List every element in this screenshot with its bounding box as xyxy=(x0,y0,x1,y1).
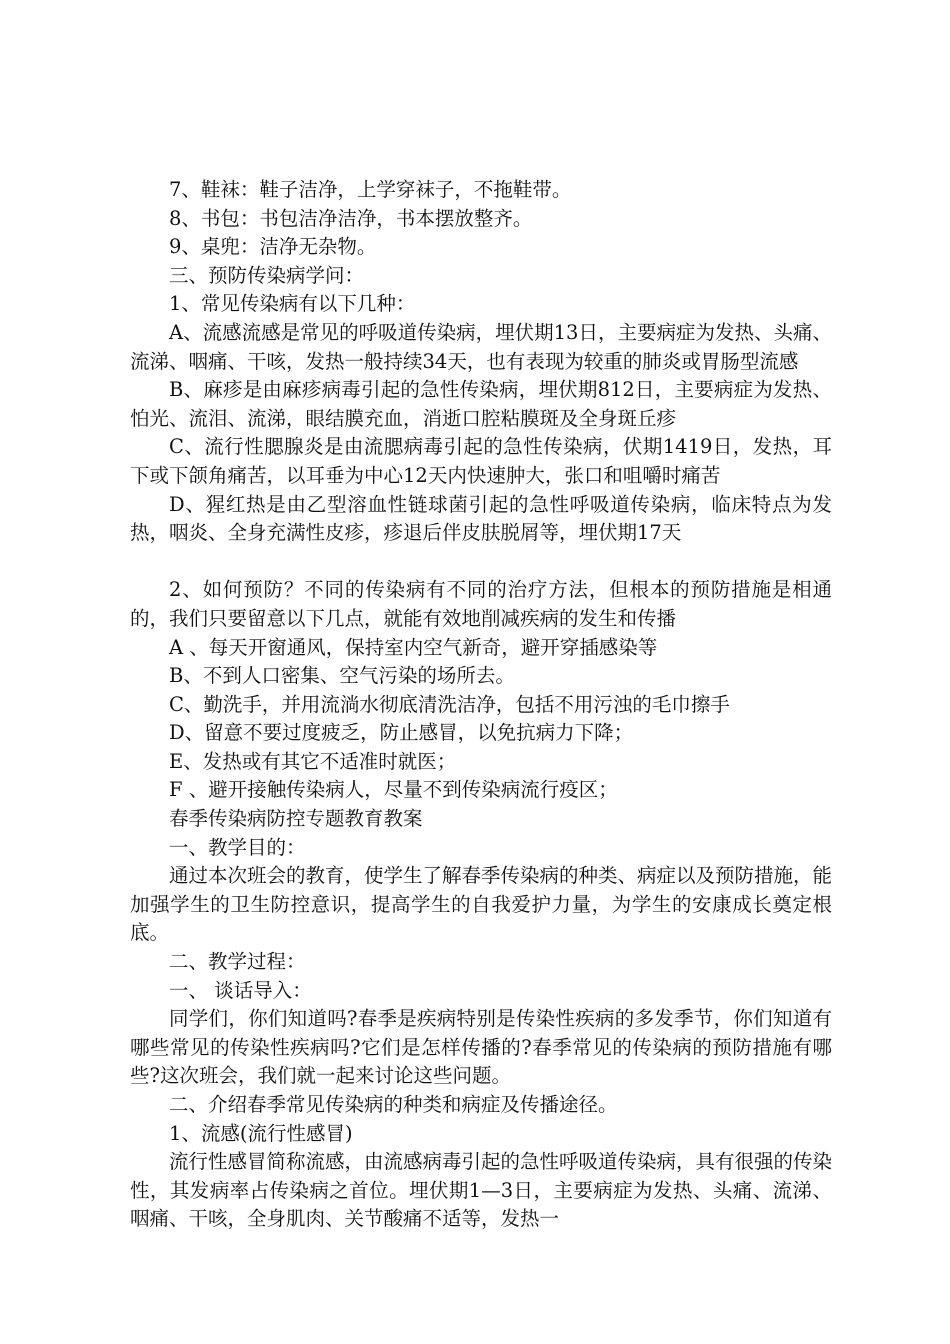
blank-line xyxy=(130,548,832,577)
paragraph-mumps: C、流行性腮腺炎是由流腮病毒引起的急性传染病，伏期1419日，发热，耳下或下颌角痛苦，以耳垂为中心12天内快速肿大，张口和咀嚼时痛苦 xyxy=(130,435,832,487)
prevention-item-a: A 、每天开窗通风，保持室内空气新奇，避开穿插感染等 xyxy=(169,635,658,659)
prevention-item-e: E、发热或有其它不适准时就医； xyxy=(169,749,457,773)
subheading-how-to-prevent: 2、如何预防？不同的传染病有不同的治疗方法，但根本的预防措施是相通的，我们只要留意以下几点，就能有效地削减疾病的发生和传播 xyxy=(130,578,832,630)
paragraph-schoolbag: 8、书包：书包洁净洁净，书本摆放整齐。 xyxy=(169,206,533,230)
subheading-common-diseases: 1、常见传染病有以下几种： xyxy=(169,292,416,316)
document-body xyxy=(130,176,832,1234)
subheading-conversation-intro: 一、 谈话导入： xyxy=(169,978,312,1002)
section-heading-teaching-goal: 一、教学目的： xyxy=(169,835,306,859)
paragraph-scarlet-fever: D、猩红热是由乙型溶血性链球菌引起的急性呼吸道传染病，临床特点为发热，咽炎、全身充满性皮疹，疹退后伴皮肤脱屑等，埋伏期17天 xyxy=(130,492,832,545)
prevention-item-b: B、不到人口密集、空气污染的场所去。 xyxy=(169,664,515,688)
paragraph-desk: 9、桌兜：洁净无杂物。 xyxy=(169,235,377,259)
section-heading-teaching-process: 二、教学过程： xyxy=(169,950,306,974)
paragraph-intro: 同学们，你们知道吗?春季是疾病特别是传染性疾病的多发季节，你们知道有哪些常见的传染性疾病吗?它们是怎样传播的?春季常见的传染病的预防措施有哪些?这次班会，我们就一起来讨论这些问题。 xyxy=(130,1007,832,1088)
lesson-plan-title: 春季传染病防控专题教育教案 xyxy=(169,807,423,831)
section-heading-spring-diseases: 二、介绍春季常见传染病的种类和病症及传播途径。 xyxy=(169,1093,618,1116)
paragraph-teaching-goal: 通过本次班会的教育，使学生了解春季传染病的种类、病症以及预防措施，能加强学生的卫生防控意识，提高学生的自我爱护力量，为学生的安康成长奠定根底。 xyxy=(130,864,833,945)
prevention-item-c: C、勤洗手，并用流淌水彻底清洗洁净，包括不用污浊的毛巾擦手 xyxy=(169,692,730,716)
paragraph-influenza: A、流感流感是常见的呼吸道传染病，埋伏期13日，主要病症为发热、头痛、流涕、咽痛、干咳，发热一般持续34天，也有表现为较重的肺炎或胃肠型流感 xyxy=(130,320,832,373)
section-heading-prevention-knowledge: 三、预防传染病学问： xyxy=(169,263,365,287)
paragraph-measles: B、麻疹是由麻疹病毒引起的急性传染病，埋伏期812日，主要病症为发热、怕光、流泪、流涕，眼结膜充血，消逝口腔粘膜斑及全身斑丘疹 xyxy=(130,378,832,430)
subheading-influenza: 1、流感(流行性感冒) xyxy=(169,1121,353,1145)
prevention-item-f: F 、避开接触传染病人，尽量不到传染病流行疫区； xyxy=(169,778,618,802)
paragraph-influenza-detail: 流行性感冒简称流感，由流感病毒引起的急性呼吸道传染病，具有很强的传染性，其发病率占传染病之首位。埋伏期1—3日，主要病症为发热、头痛、流涕、咽痛、干咳，全身肌肉、关节酸痛不适等，发热一 xyxy=(130,1150,833,1231)
prevention-item-d: D、留意不要过度疲乏，防止感冒，以免抗病力下降； xyxy=(169,721,634,745)
paragraph-socks: 7、鞋袜：鞋子洁净，上学穿袜子，不拖鞋带。 xyxy=(169,178,572,201)
